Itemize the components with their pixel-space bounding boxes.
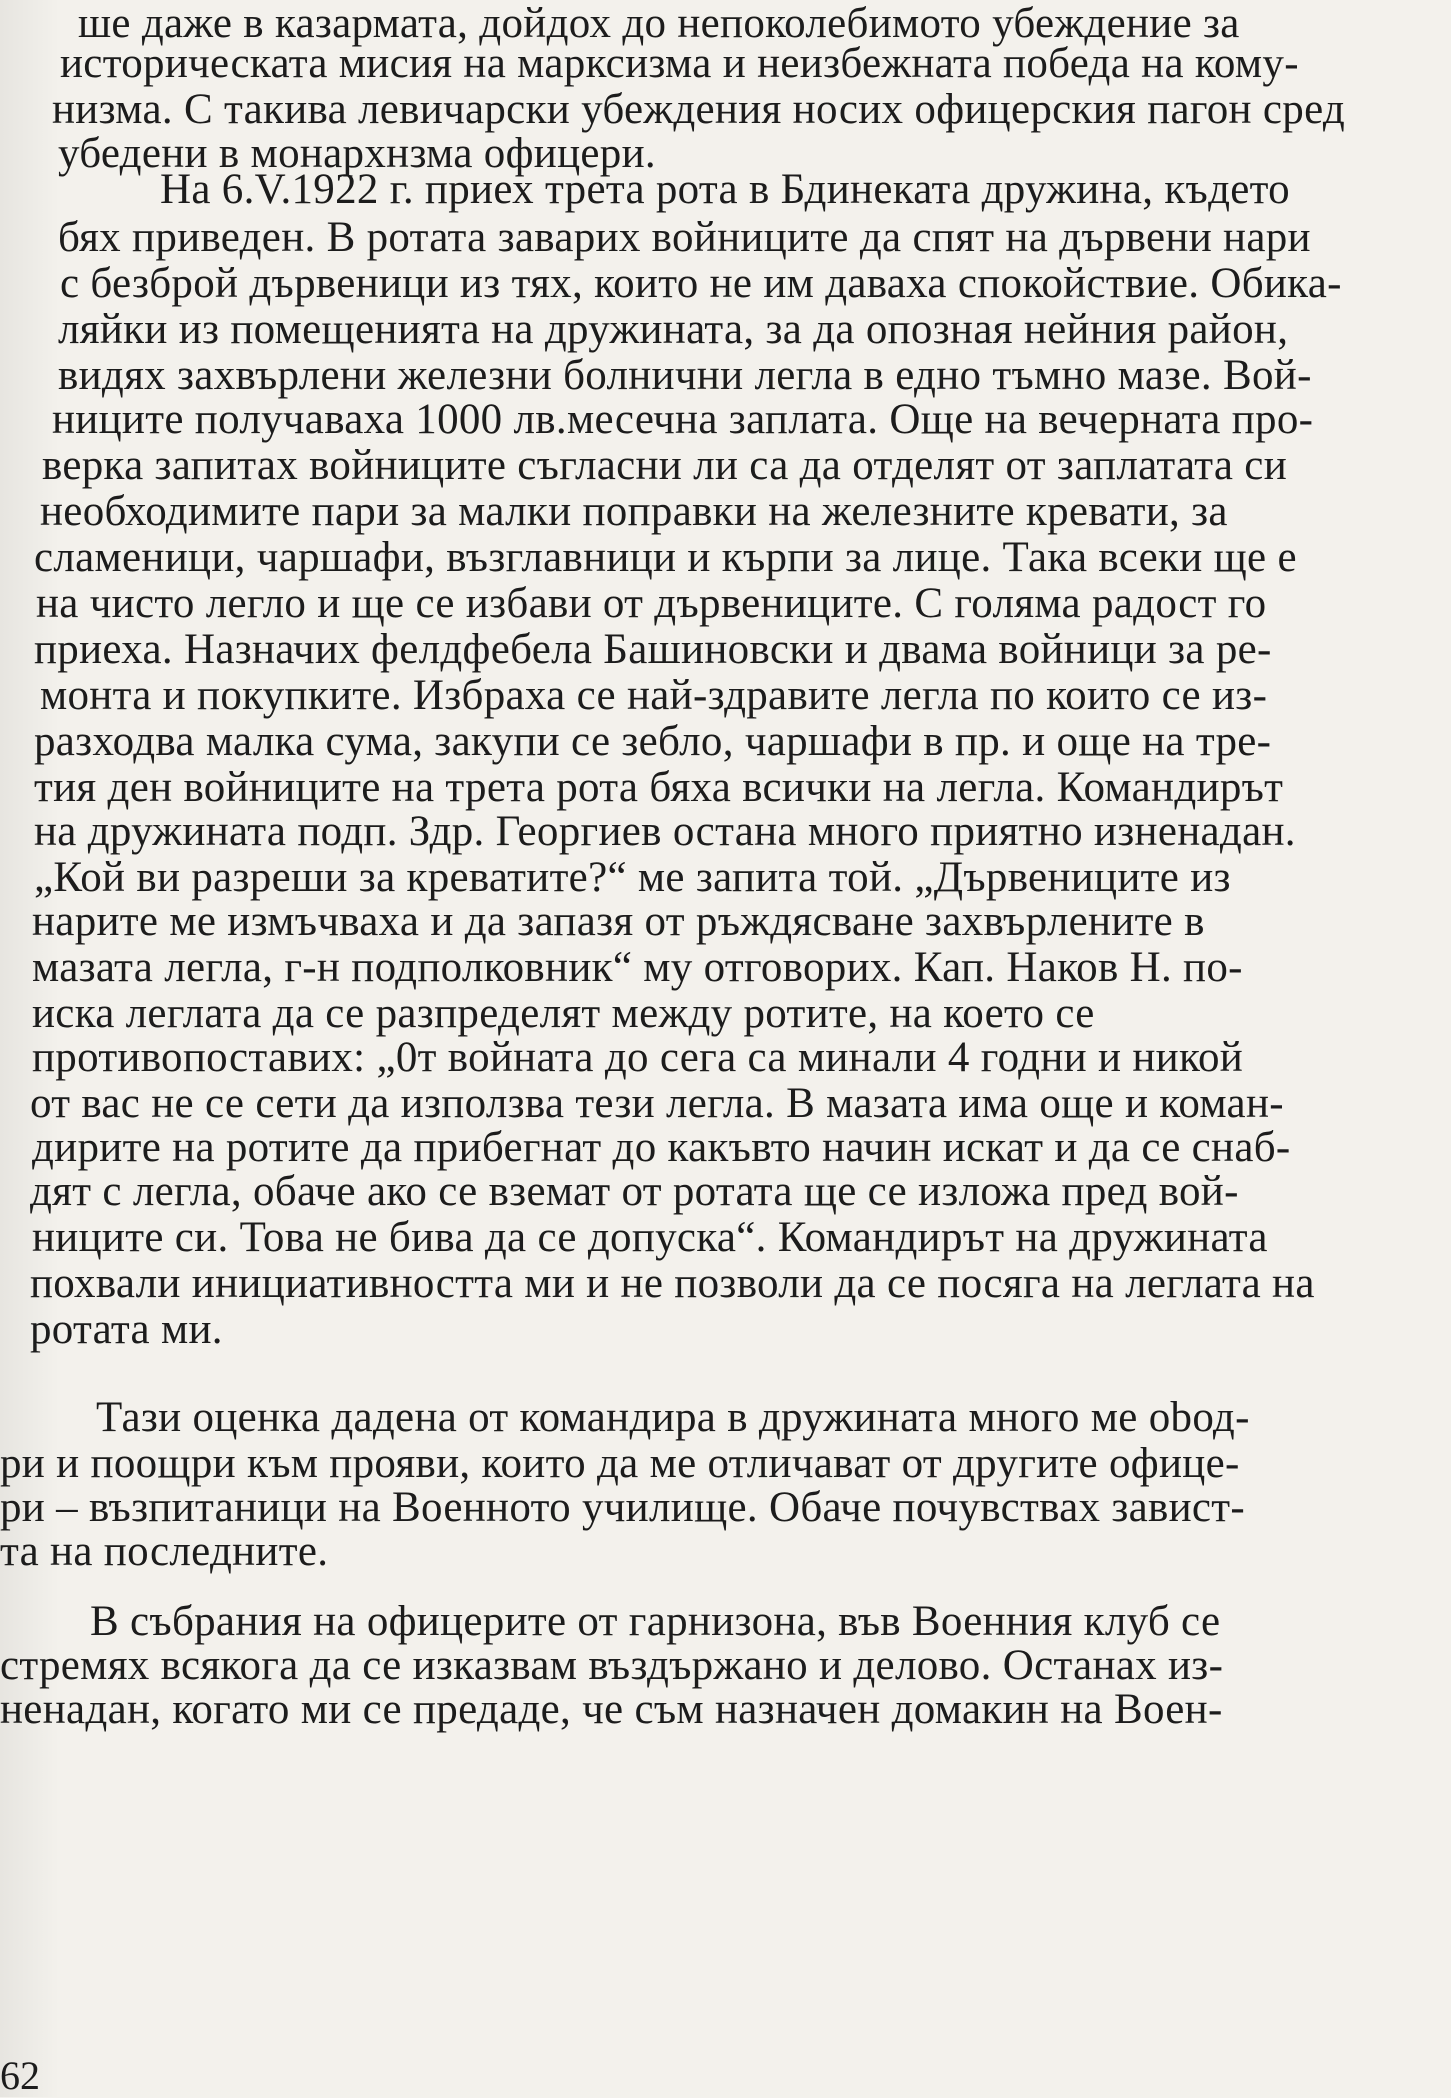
text-line: нарите ме измъчваха и да запазя от ръждясване захвърлените в: [32, 898, 1205, 945]
text-line: ляйки из помещенията на дружината, за да опозная нейния район,: [58, 306, 1289, 353]
text-line: низма. С такива левичарски убеждения носих офицерския пагон сред: [52, 86, 1346, 133]
text-line: от вас не се сети да използва тези легла. В мазата има още и коман-: [30, 1080, 1284, 1127]
text-line: историческата мисия на марксизма и неизбежната победа на кому-: [60, 40, 1299, 87]
text-line: убедени в монархнзма офицери.: [58, 130, 656, 177]
text-line: „Кой ви разреши за креватите?“ ме запита той. „Дървениците из: [34, 854, 1231, 901]
text-line: иска леглата да се разпределят между ротите, на което се: [32, 990, 1095, 1037]
text-line: приеха. Назначих фелдфебела Башиновски и двама войници за ре-: [34, 626, 1272, 673]
text-line: противопоставих: „0т войната до сега са минали 4 годни и никой: [32, 1034, 1244, 1081]
text-line: ше даже в казармата, дойдох до непоколебимото убеждение за: [78, 0, 1240, 47]
text-line: ниците си. Това не бива да се допуска“. Командирът на дружината: [32, 1214, 1268, 1261]
text-line: ниците получаваха 1000 лв.месечна заплата. Още на вечерната про-: [52, 396, 1314, 443]
text-line: сламеници, чаршафи, възглавници и кърпи за лице. Така всеки ще е: [34, 534, 1297, 581]
text-line: В събрания на офицерите от гарнизона, във Военния клуб се: [90, 1598, 1221, 1645]
text-line: верка запитах войниците съгласни ли са да отделят от заплатата си: [42, 442, 1287, 489]
page-number: 62: [0, 2053, 40, 2098]
text-line: монта и покупките. Избраха се най-здравите легла по които се из-: [40, 672, 1268, 719]
text-line: та на последните.: [0, 1528, 329, 1575]
text-line: ротата ми.: [30, 1306, 223, 1353]
text-line: ри – възпитаници на Военното училище. Обаче почувствах завист-: [0, 1484, 1246, 1531]
text-line: стремях всякога да се изказвам въздържано и делово. Останах из-: [0, 1642, 1224, 1689]
text-line: разходва малка сума, закупи се зебло, чаршафи в пр. и още на тре-: [34, 718, 1272, 765]
text-line: видях захвърлени железни болнични легла в едно тъмно мазе. Вой-: [58, 352, 1312, 399]
text-line: дят с легла, обаче ако се вземат от ротата ще се изложа пред вой-: [30, 1168, 1239, 1215]
text-line: на чисто легло и ще се избави от дървениците. С голяма радост го: [36, 580, 1267, 627]
text-line: На 6.V.1922 г. приех трета рота в Бдинеката дружина, където: [160, 166, 1290, 213]
text-line: похвали инициативността ми и не позволи да се посяга на леглата на: [30, 1260, 1315, 1307]
text-line: на дружината подп. Здр. Георгиев остана много приятно изненадан.: [34, 808, 1296, 855]
text-line: тия ден войниците на трета рота бяха всички на легла. Командирът: [34, 764, 1284, 811]
text-line: с безброй дървеници из тях, които не им даваха спокойствие. Обика-: [60, 260, 1342, 307]
text-line: ри и поощри към прояви, които да ме отличават от другите офице-: [0, 1440, 1240, 1487]
text-line: мазата легла, г-н подполковник“ му отговорих. Кап. Наков Н. по-: [32, 944, 1243, 991]
text-line: необходимите пари за малки поправки на железните кревати, за: [40, 488, 1228, 535]
text-line: бях приведен. В ротата заварих войниците да спят на дървени нари: [58, 214, 1311, 261]
text-line: дирите на ротите да прибегнат до какъвто начин искат и да се снаб-: [32, 1124, 1291, 1171]
text-line: ненадан, когато ми се предаде, че съм назначен домакин на Воен-: [0, 1686, 1223, 1733]
text-line: Тази оценка дадена от командира в дружината много ме obод-: [96, 1394, 1250, 1441]
